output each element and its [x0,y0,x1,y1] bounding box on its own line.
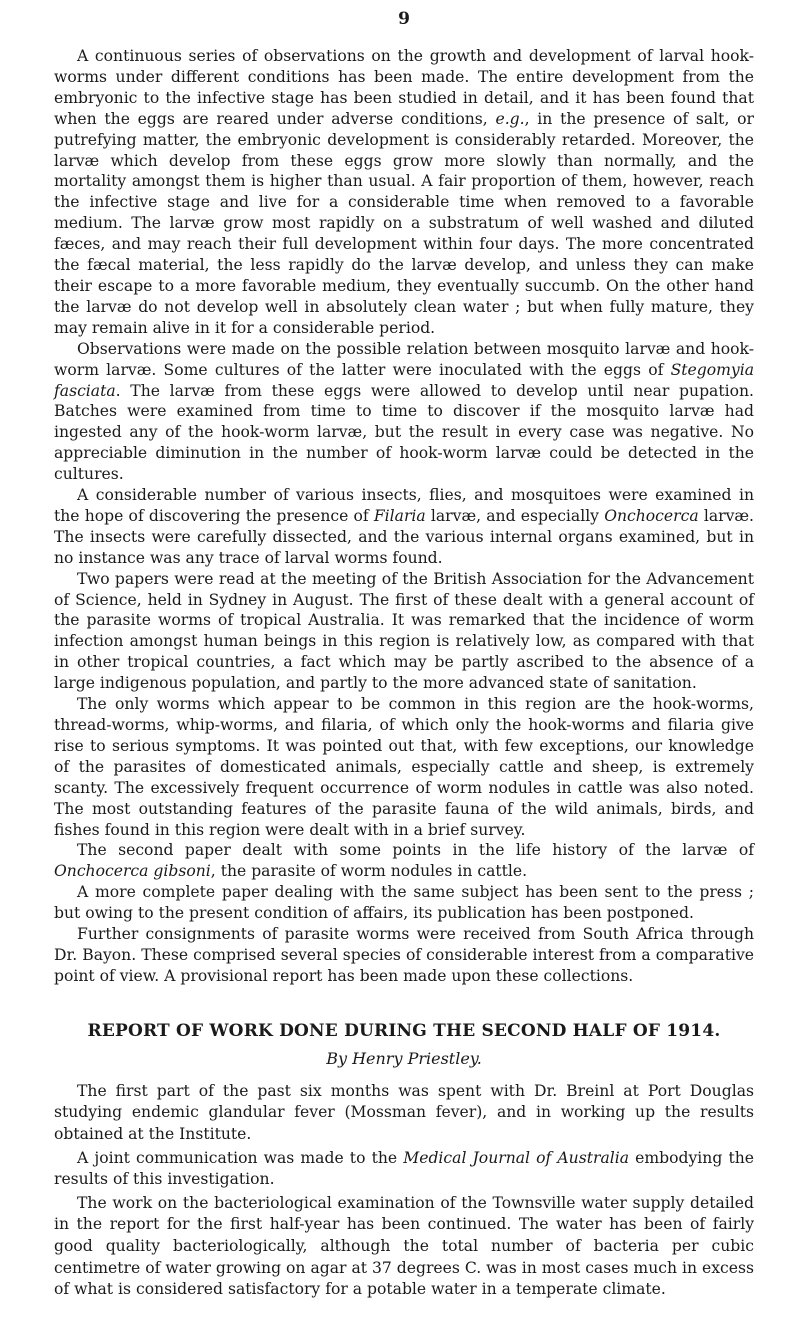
section-heading: REPORT OF WORK DONE DURING THE SECOND HALF OF 1914. [87,1020,721,1041]
paragraph [54,882,754,924]
text-run: The first part of the past six months was spent with Dr. Breinl at Port Douglas studying endemic glandular fever (Mossman fever), and in working up the results obtained at the Institute. [54,1081,754,1143]
paragraph [54,840,754,882]
paragraph [54,46,754,339]
text-run: . The larvæ from these eggs were allowed to develop until near pupation. Batches were examined from time to time to discover if the mosquito larvæ had ingested any of the hook-worm larvæ, but the result in every case was negative. No appreciable diminution in the number of hook-worm larvæ could be detected in the cultures. [54,381,754,484]
italic-text: Stegomyia fasciata [54,360,754,400]
text-run: A continuous series of observations on the growth and development of larval hook-worms under different conditions has been made. The entire development from the embryonic to the infective stage has been studied in detail, and it has been found that when the eggs are reared under adverse conditions, [54,47,754,128]
italic-text: Filaria [373,506,426,525]
text-run: embodying the results of this investigation. [54,1148,754,1189]
italic-text: Medical Journal of Australia [403,1148,630,1167]
page-number: 9 [398,9,410,29]
paragraph [54,694,754,840]
paragraph [54,569,754,694]
text-run: A joint communication was made to the [77,1148,404,1167]
body-part-2 [54,1081,754,1301]
paragraph [54,924,754,987]
text-run: The work on the bacteriological examination of the Townsville water supply detailed in the report for the first half-year has been continued. The water has been of fairly good quality bacteriologically, although the total number of bacteria per cubic centimetre of water growing on agar at 37 degrees C. was in most cases much in excess of what is considered satisfactory for a potable water in a temperate climate. [54,1193,754,1299]
text-run: A considerable number of various insects, flies, and mosquitoes were examined in the hope of discovering the presence of [54,486,754,525]
italic-text: Onchocerca [604,506,699,525]
text-run: Observations were made on the possible relation between mosquito larvæ and hook-worm larvæ. Some cultures of the latter were inoculated with the eggs of [54,339,754,379]
italic-text: e.g. [495,109,525,128]
text-run: A more complete paper dealing with the same subject has been sent to the press ; but owing to the present condition of affairs, its publication has been postponed. [54,883,754,923]
text-run: larvæ. The insects were carefully dissected, and the various internal organs examined, but in no instance was any trace of larval worms found. [54,506,754,567]
text-run: The only worms which appear to be common in this region are the hook-worms, thread-worms, whip-worms, and filaria, of which only the hook-worms and filaria give rise to serious symptoms. It was pointed out that, with few exceptions, our knowledge of the parasites of domesticated animals, especially cattle and sheep, is extremely scanty. The excessively frequent occurrence of worm nodules in cattle was also noted. The most outstanding features of the parasite fauna of the wild animals, birds, and fishes found in this region were dealt with in a brief survey. [54,695,754,839]
paragraph [54,1081,754,1146]
byline: By Henry Priestley. [326,1048,482,1068]
text-run: larvæ, and especially [425,506,605,525]
text-run: , the parasite of worm nodules in cattle. [210,862,528,881]
paragraph [54,485,754,569]
paragraph [54,339,754,485]
paragraph [54,1148,754,1191]
paragraph [54,1193,754,1301]
text-run: Two papers were read at the meeting of the British Association for the Advancement of Science, held in Sydney in August. The first of these dealt with a general account of the parasite worms of tropical Australia. It was remarked that the incidence of worm infection amongst human beings in this region is relatively low, as compared with that in other tropical countries, a fact which may be partly ascribed to the absence of a large indigenous population, and partly to the more advanced state of sanitation. [54,569,754,693]
text-run: Further consignments of parasite worms were received from South Africa through Dr. Bayon. These comprised several species of considerable interest from a comparative point of view. A provisional report has been made upon these collections. [54,925,754,985]
body-part-1 [54,46,754,987]
text-run: , in the presence of salt, or putrefying matter, the embryonic development is considerably retarded. Moreover, the larvæ which develop from these eggs grow more slowly than normally, and the mortality amongst them is higher than usual. A fair proportion of them, however, reach the infective stage and live for a considerable time when removed to a favorable medium. The larvæ grow most rapidly on a substratum of well washed and diluted fæces, and may reach their full development within four days. The more concentrated the fæcal material, the less rapidly do the larvæ develop, and unless they can make their escape to a more favorable medium, they eventually succumb. On the other hand the larvæ do not develop well in absolutely clean water ; but when fully mature, they may remain alive in it for a considerable period. [54,109,754,337]
text-run: The second paper dealt with some points in the life history of the larvæ of [77,841,754,860]
italic-text: Onchocerca gibsoni [54,862,211,881]
